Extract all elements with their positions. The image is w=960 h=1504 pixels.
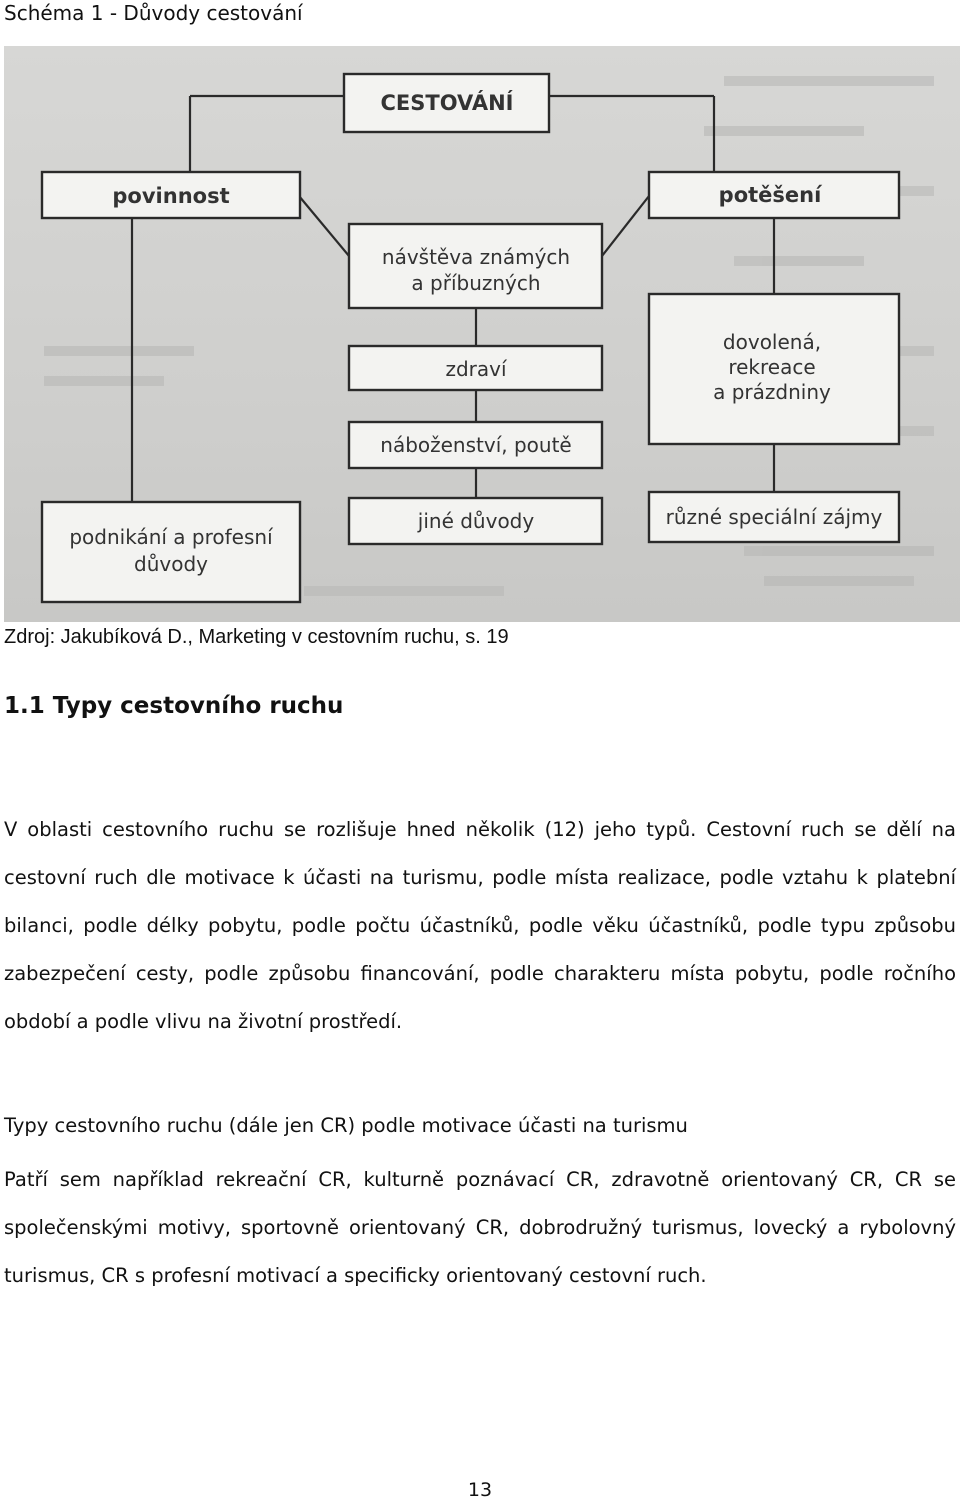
node-nabozenstvi xyxy=(349,422,602,468)
node-poteseni-label: potěšení xyxy=(718,183,822,207)
page-number: 13 xyxy=(467,1479,493,1501)
node-dovolena-label-2: rekreace xyxy=(728,355,816,379)
node-nabozenstvi-label: náboženství, poutě xyxy=(380,433,572,457)
node-dovolena-label-3: a prázdniny xyxy=(713,380,831,404)
node-povinnost-label: povinnost xyxy=(112,184,230,208)
node-zdravi xyxy=(349,346,602,390)
figure-caption: Schéma 1 - Důvody cestování xyxy=(4,1,303,25)
node-podnikani xyxy=(42,502,300,602)
node-specialni-zajmy xyxy=(649,492,899,542)
subsection-heading: Typy cestovního ruchu (dále jen CR) podle motivace účasti na turismu xyxy=(4,1114,688,1137)
paragraph-motivation-types: Patří sem například rekreační CR, kulturně poznávací CR, zdravotně orientovaný CR, CR se společenskými motivy, sportovně orientovaný CR, dobrodružný turismus, lovecký a rybolovný turismus, CR s profesní motivací a specificky orientovaný cestovní ruch. xyxy=(4,1168,956,1287)
node-poteseni xyxy=(649,172,899,218)
node-povinnost xyxy=(42,172,300,218)
node-navsteva xyxy=(349,224,602,308)
node-cestovani xyxy=(344,74,549,132)
node-podnikani-label-1: podnikání a profesní xyxy=(69,525,273,549)
node-navsteva-label-2: a příbuzných xyxy=(411,271,541,295)
paragraph-types-overview: V oblasti cestovního ruchu se rozlišuje hned několik (12) jeho typů. Cestovní ruch se dělí na cestovní ruch dle motivace k účasti na turismu, podle místa realizace, podle vztahu k platební bilanci, podle délky pobytu, podle počtu účastníků, podle věku účastníků, podle typu způsobu zabezpečení cesty, podle způsobu financování, podle charakteru místa pobytu, podle ročního období a podle vlivu na životní prostředí. xyxy=(4,818,956,1033)
node-dovolena xyxy=(649,294,899,444)
connector-povinnost-middle xyxy=(299,196,349,256)
node-navsteva-label-1: návštěva známých xyxy=(381,245,571,269)
node-jine-duvody xyxy=(349,498,602,544)
node-cestovani-label: CESTOVÁNÍ xyxy=(380,91,514,115)
node-podnikani-label-2: důvody xyxy=(134,552,208,576)
diagram-photo xyxy=(4,46,960,622)
section-heading: 1.1 Typy cestovního ruchu xyxy=(4,693,344,719)
node-dovolena-label-1: dovolená, xyxy=(722,330,822,354)
connector-poteseni-middle xyxy=(602,196,649,256)
node-jine-duvody-label: jiné důvody xyxy=(417,509,535,533)
travel-reasons-diagram xyxy=(4,46,960,622)
figure-source: Zdroj: Jakubíková D., Marketing v cestovním ruchu, s. 19 xyxy=(4,626,509,648)
node-specialni-zajmy-label: různé speciální zájmy xyxy=(665,505,883,529)
node-zdravi-label: zdraví xyxy=(445,357,507,381)
